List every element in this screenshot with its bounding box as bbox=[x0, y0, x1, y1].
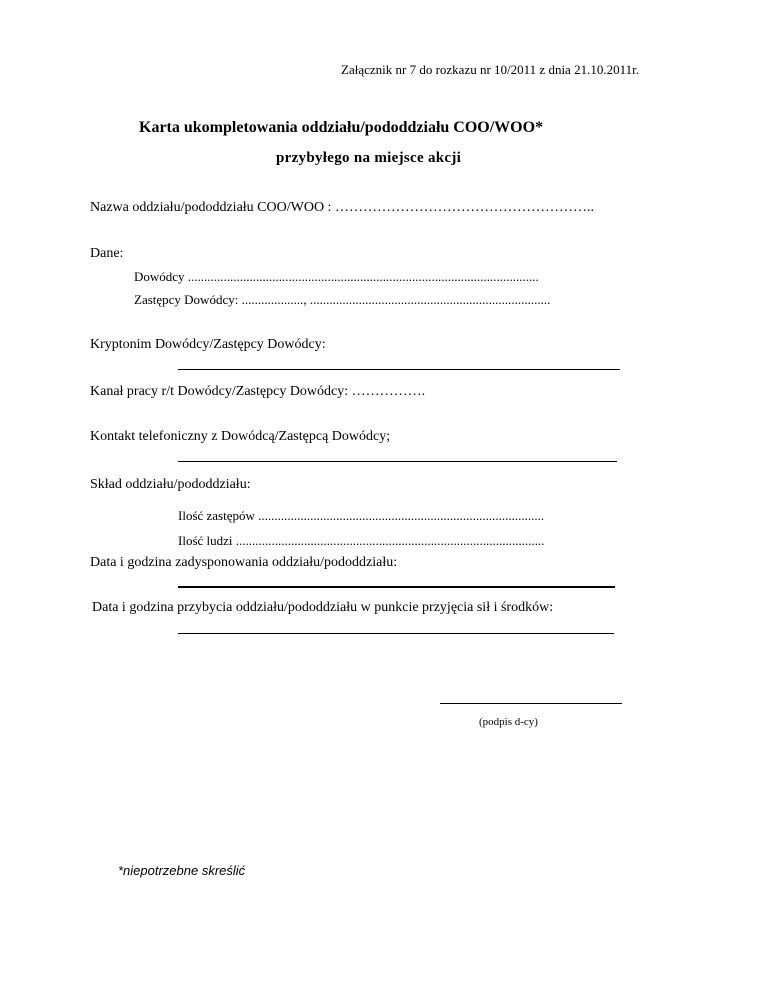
ilosc-ludzi-field: Ilość ludzi ............................................................................................... bbox=[178, 533, 545, 548]
kanal-field: Kanał pracy r/t Dowódcy/Zastępcy Dowódcy: ……………. bbox=[90, 384, 426, 399]
kontakt-label: Kontakt telefoniczny z Dowódcą/Zastępcą Dowódcy; bbox=[90, 429, 391, 444]
sklad-label: Skład oddziału/pododdziału: bbox=[90, 477, 251, 492]
footnote: *niepotrzebne skreślić bbox=[118, 863, 246, 878]
kryptonim-label: Kryptonim Dowódcy/Zastępcy Dowódcy: bbox=[90, 337, 326, 352]
zastepcy-field: Zastępcy Dowódcy: ..................., .......................................................................... bbox=[134, 292, 551, 307]
data-zadysponowania-answer-line bbox=[178, 586, 615, 588]
signature-line bbox=[440, 703, 622, 704]
ilosc-zastepow-field: Ilość zastępów ........................................................................................ bbox=[178, 508, 545, 523]
signature-caption: (podpis d-cy) bbox=[479, 716, 538, 728]
dowodcy-field: Dowódcy ............................................................................................................ bbox=[134, 269, 539, 284]
unit-name-field: Nazwa oddziału/pododdziału COO/WOO : ……………………………………………….. bbox=[90, 200, 594, 215]
dane-label: Dane: bbox=[90, 246, 124, 261]
data-przybycia-label: Data i godzina przybycia oddziału/pododdziału w punkcie przyjęcia sił i środków: bbox=[92, 600, 554, 615]
document-title: Karta ukompletowania oddziału/pododdziału COO/WOO* bbox=[139, 119, 544, 136]
kryptonim-answer-line bbox=[178, 369, 620, 370]
attachment-header: Załącznik nr 7 do rozkazu nr 10/2011 z dnia 21.10.2011r. bbox=[341, 62, 639, 77]
document-subtitle: przybyłego na miejsce akcji bbox=[276, 150, 462, 166]
data-zadysponowania-label: Data i godzina zadysponowania oddziału/pododdziału: bbox=[90, 555, 398, 570]
kontakt-answer-line bbox=[178, 461, 617, 462]
data-przybycia-answer-line bbox=[178, 633, 614, 634]
